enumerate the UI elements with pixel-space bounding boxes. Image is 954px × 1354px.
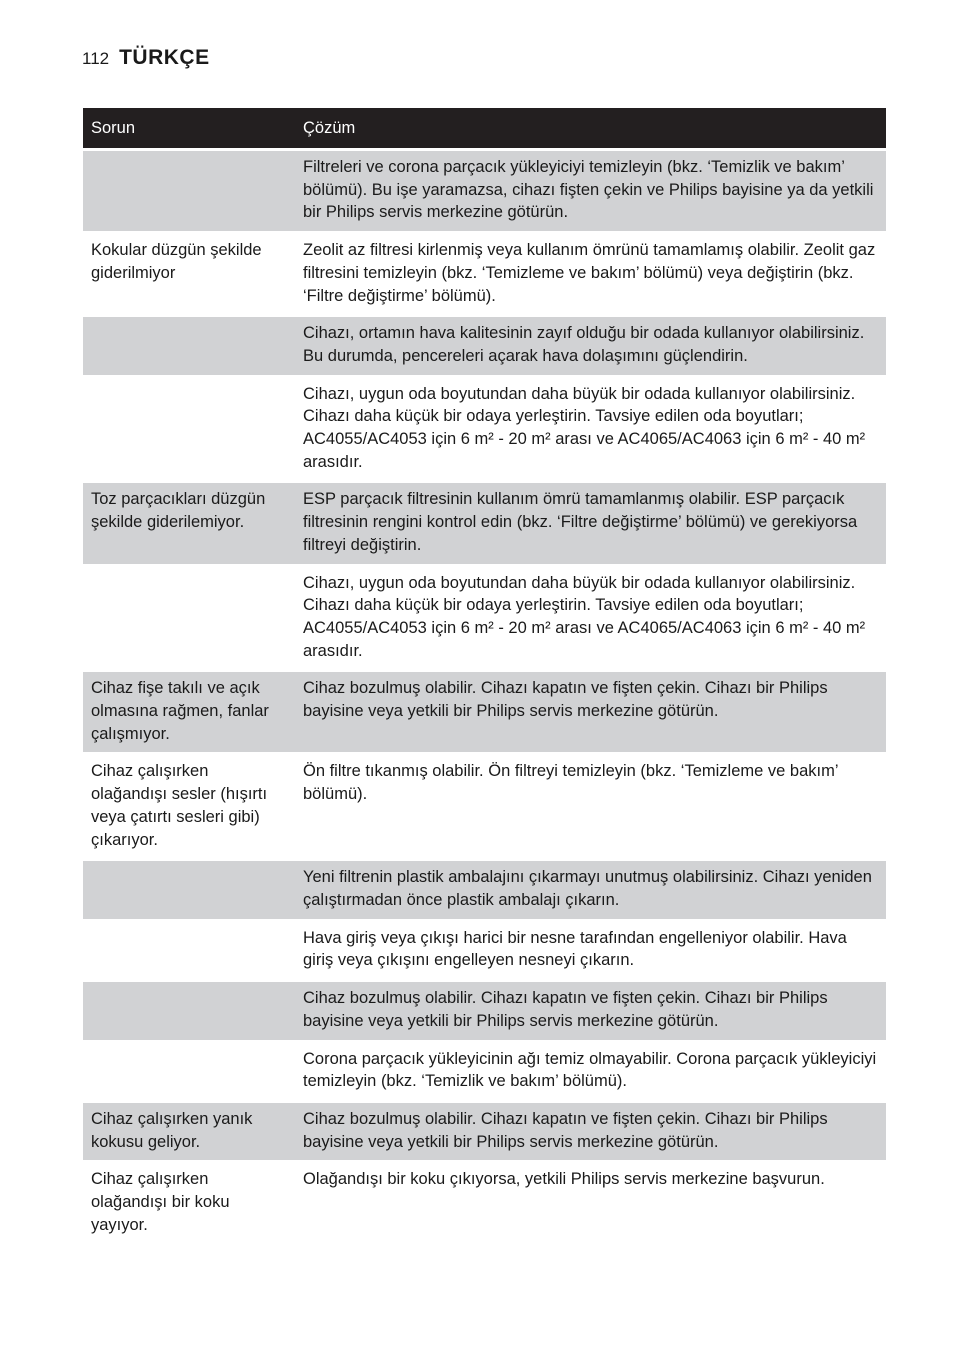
table-row (83, 672, 886, 752)
problem-cell (83, 378, 295, 481)
solution-cell: Corona parçacık yükleyicinin ağı temiz olmayabilir. Corona parçacık yükleyiciyi temizleyin (bkz. ‘Temizlik ve bakım’ bölümü). (303, 1049, 877, 1091)
table-row (83, 982, 886, 1039)
table-row (83, 922, 886, 979)
solution-cell: Cihaz bozulmuş olabilir. Cihazı kapatın ve fişten çekin. Cihazı bir Philips bayisine veya yetkili bir Philips servis merkezine götürün. (295, 1103, 886, 1160)
solution-cell: Cihaz bozulmuş olabilir. Cihazı kapatın ve fişten çekin. Cihazı bir Philips bayisine veya yetkili bir Philips servis merkezine götürün. (295, 982, 886, 1039)
header-solution: Çözüm (295, 108, 886, 148)
table-row (83, 317, 886, 374)
problem-cell: Toz parçacıkları düzgün şekilde giderilemiyor. (83, 483, 295, 563)
solution-cell: Cihazı, uygun oda boyutundan daha büyük bir odada kullanıyor olabilirsiniz. Cihazı daha küçük bir odaya yerleştirin. Tavsiye edilen oda boyutları; AC4055/AC4053 için 6 m² - 20 m² arası ve AC4065/AC4063 için 6 m² - 40 m² arasıdır. (303, 573, 866, 660)
problem-cell (83, 567, 295, 670)
troubleshooting-table (83, 105, 886, 1246)
problem-cell: Cihaz çalışırken olağandışı sesler (hışırtı veya çatırtı sesleri gibi) çıkarıyor. (91, 762, 268, 849)
solution-cell: Cihazı, ortamın hava kalitesinin zayıf olduğu bir odada kullanıyor olabilirsiniz. Bu durumda, pencereleri açarak hava dolaşımını güçlendirin. (295, 317, 886, 374)
page-header (82, 46, 210, 70)
solution-cell: Hava giriş veya çıkışı harici bir nesne tarafından engelleniyor olabilir. Hava giriş veya çıkışını engelleyen nesneyi çıkarın. (303, 928, 847, 970)
solution-cell: ESP parçacık filtresinin kullanım ömrü tamamlanmış olabilir. ESP parçacık filtresinin rengini kontrol edin (bkz. ‘Filtre değiştirme’ bölümü) ve gerekiyorsa filtreyi değiştirin. (295, 483, 886, 563)
table-row (83, 1043, 886, 1100)
table-row (83, 234, 886, 314)
solution-cell: Filtreleri ve corona parçacık yükleyiciyi temizleyin (bkz. ‘Temizlik ve bakım’ bölümü). Bu işe yaramazsa, cihazı fişten çekin ve Philips bayisine ya da yetkili bir Philips servis merkezine götürün. (295, 151, 886, 231)
problem-cell (83, 1043, 295, 1100)
solution-cell: Cihazı, uygun oda boyutundan daha büyük bir odada kullanıyor olabilirsiniz. Cihazı daha küçük bir odaya yerleştirin. Tavsiye edilen oda boyutları; AC4055/AC4053 için 6 m² - 20 m² arası ve AC4065/AC4063 için 6 m² - 40 m² arasıdır. (303, 384, 866, 471)
problem-cell (83, 317, 295, 374)
page-number: 112 (82, 49, 110, 68)
problem-cell: Cihaz çalışırken yanık kokusu geliyor. (83, 1103, 295, 1160)
table-row (83, 567, 886, 670)
table-row (83, 151, 886, 231)
table-row (83, 1163, 886, 1243)
table-row (83, 1103, 886, 1160)
problem-cell: Kokular düzgün şekilde giderilmiyor (91, 241, 262, 282)
solution-cell: Ön filtre tıkanmış olabilir. Ön filtreyi temizleyin (bkz. ‘Temizleme ve bakım’ bölümü). (303, 762, 838, 804)
problem-cell: Cihaz fişe takılı ve açık olmasına rağmen, fanlar çalışmıyor. (83, 672, 295, 752)
table-row (83, 861, 886, 918)
table-header-row (83, 108, 886, 148)
problem-cell: Cihaz çalışırken olağandışı bir koku yayıyor. (91, 1170, 230, 1234)
problem-cell (83, 861, 295, 918)
problem-cell (83, 151, 295, 231)
table-row (83, 483, 886, 563)
table-row (83, 755, 886, 858)
table-row (83, 378, 886, 481)
solution-cell: Zeolit az filtresi kirlenmiş veya kullanım ömrünü tamamlamış olabilir. Zeolit gaz filtresini temizleyin (bkz. ‘Temizleme ve bakım’ bölümü) veya değiştirin (bkz. ‘Filtre değiştirme’ bölümü). (303, 241, 876, 305)
solution-cell: Yeni filtrenin plastik ambalajını çıkarmayı unutmuş olabilirsiniz. Cihazı yeniden çalıştırmadan önce plastik ambalajı çıkarın. (295, 861, 886, 918)
solution-cell: Olağandışı bir koku çıkıyorsa, yetkili Philips servis merkezine başvurun. (303, 1170, 825, 1189)
problem-cell (83, 922, 295, 979)
header-problem: Sorun (83, 108, 295, 148)
solution-cell: Cihaz bozulmuş olabilir. Cihazı kapatın ve fişten çekin. Cihazı bir Philips bayisine veya yetkili bir Philips servis merkezine götürün. (295, 672, 886, 752)
problem-cell (83, 982, 295, 1039)
page-language-title: TÜRKÇE (119, 46, 210, 69)
